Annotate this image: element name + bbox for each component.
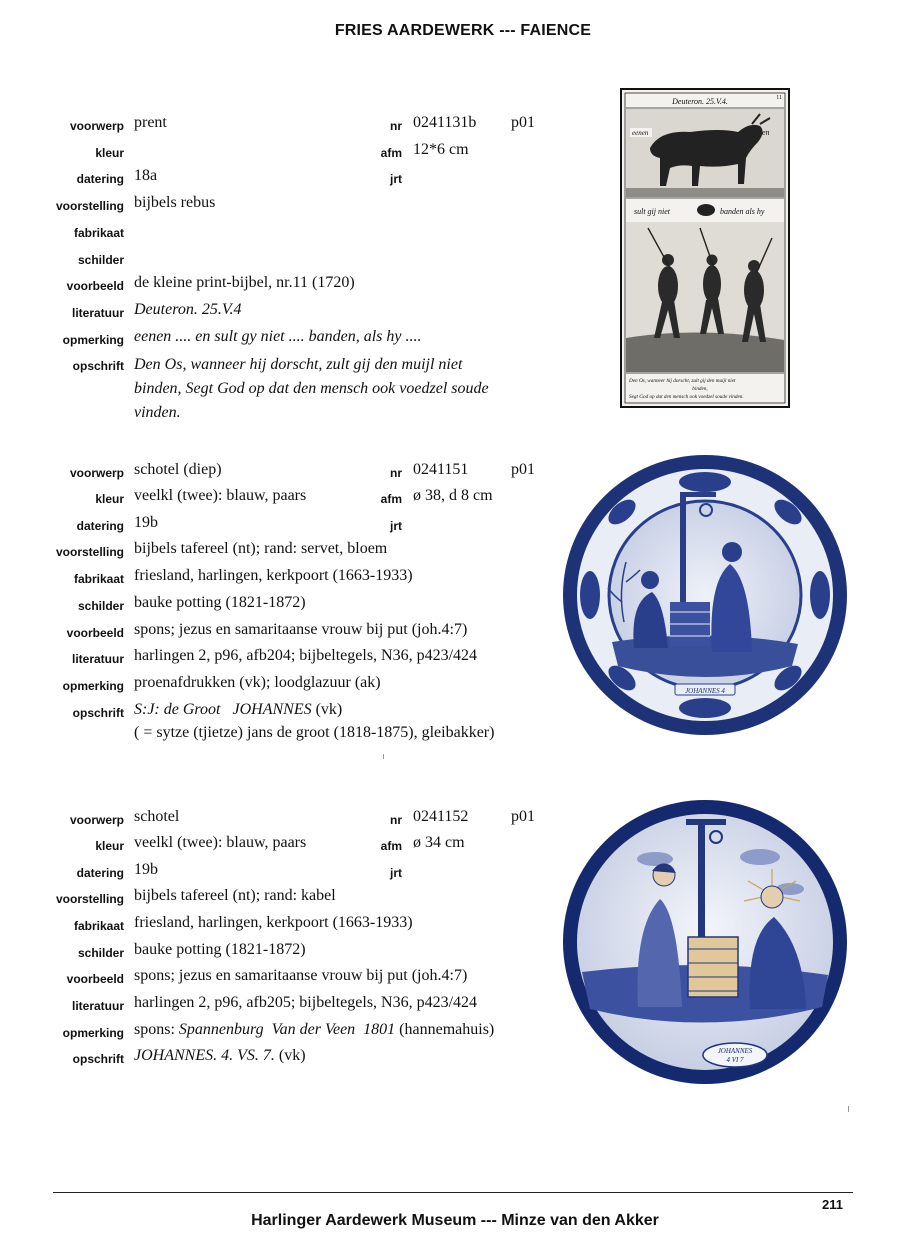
page-title: FRIES AARDEWERK --- FAIENCE [334, 22, 592, 39]
value-voorstelling: bijbels rebus [134, 194, 216, 211]
value-voorbeeld: spons; jezus en samaritaanse vrouw bij put (joh.4:7) [134, 967, 468, 984]
value-datering: 18a [134, 167, 158, 184]
value-opmerking [134, 1021, 494, 1039]
value-opmerking: proenafdrukken (vk); loodglazuur (ak) [134, 674, 381, 691]
opschrift-line: Den Os, wanneer hij dorscht, zult gij den muijl niet [134, 356, 463, 373]
rebus-print-image [620, 88, 790, 408]
field-row [0, 514, 560, 538]
value-literatuur: Deuteron. 25.V.4 [134, 301, 242, 318]
field-row [0, 328, 560, 352]
label-voorbeeld: voorbeeld [66, 279, 124, 293]
value-voorwerp: schotel [134, 808, 180, 825]
label-afm: afm [380, 839, 402, 853]
field-row [0, 808, 560, 832]
print-word-right: en [762, 128, 770, 137]
scan-mark [848, 1106, 849, 1112]
label-jrt: jrt [390, 519, 402, 533]
print-corner-number: 11 [776, 95, 782, 101]
field-row [0, 701, 560, 725]
field-row [0, 487, 560, 511]
label-kleur: kleur [95, 839, 124, 853]
opmerking-italic: Spannenburg Van der Veen 1801 [178, 1021, 396, 1038]
field-row [0, 621, 560, 645]
label-voorbeeld: voorbeeld [66, 972, 124, 986]
print-bottom-line-2: binden, [692, 386, 708, 392]
value-page: p01 [511, 808, 535, 825]
field-row [0, 861, 560, 885]
label-jrt: jrt [390, 866, 402, 880]
field-row [0, 167, 560, 191]
value-fabrikaat: friesland, harlingen, kerkpoort (1663-1933) [134, 567, 413, 584]
field-row [0, 114, 560, 138]
field-row [0, 594, 560, 618]
label-afm: afm [380, 146, 402, 160]
value-page: p01 [511, 461, 535, 478]
label-nr: nr [390, 119, 402, 133]
field-row [0, 461, 560, 485]
label-fabrikaat: fabrikaat [73, 572, 124, 586]
field-row [0, 674, 560, 698]
label-literatuur: literatuur [71, 306, 124, 320]
footer-divider [53, 1192, 853, 1193]
value-afm: ø 34 cm [413, 834, 465, 851]
field-row [0, 941, 560, 965]
value-schilder: bauke potting (1821-1872) [134, 594, 306, 611]
value-page: p01 [511, 114, 535, 131]
value-opschrift [134, 353, 554, 425]
print-word-left: eenen [632, 129, 649, 137]
label-opmerking: opmerking [62, 333, 124, 347]
print-bottom-line-1: Den Os, wanneer hij dorscht, zult gij den muijl niet [629, 378, 736, 384]
print-mid-left: sult gij niet [634, 207, 670, 216]
value-voorstelling: bijbels tafereel (nt); rand: servet, bloem [134, 540, 388, 557]
value-opschrift [134, 1047, 306, 1065]
field-row [0, 914, 560, 938]
value-nr: 0241152 [413, 808, 469, 825]
dish-label: JOHANNES 4 [685, 687, 725, 695]
label-schilder: schilder [77, 946, 124, 960]
label-fabrikaat: fabrikaat [73, 226, 124, 240]
print-caption: Deuteron. 25.V.4. [672, 97, 728, 106]
label-nr: nr [390, 813, 402, 827]
label-opmerking: opmerking [62, 1026, 124, 1040]
dish-label-line-1: JOHANNES [717, 1047, 753, 1055]
value-literatuur: harlingen 2, p96, afb204; bijbeltegels, N36, p423/424 [134, 647, 478, 664]
value-fabrikaat: friesland, harlingen, kerkpoort (1663-1933) [134, 914, 413, 931]
page-number: 211 [822, 1197, 843, 1212]
label-schilder: schilder [77, 599, 124, 613]
field-row [0, 540, 560, 564]
deep-dish-image [560, 452, 850, 738]
label-voorbeeld: voorbeeld [66, 626, 124, 640]
field-row [0, 221, 560, 245]
label-schilder: schilder [77, 253, 124, 267]
label-opschrift: opschrift [72, 706, 124, 720]
label-fabrikaat: fabrikaat [73, 919, 124, 933]
footer-credit: Harlinger Aardewerk Museum --- Minze van den Akker [251, 1212, 659, 1229]
label-literatuur: literatuur [71, 999, 124, 1013]
value-afm: 12*6 cm [413, 141, 469, 158]
value-voorwerp: schotel (diep) [134, 461, 222, 478]
field-row [0, 834, 560, 858]
opmerking-pre: spons: [134, 1021, 179, 1038]
value-datering: 19b [134, 861, 158, 878]
label-nr: nr [390, 466, 402, 480]
opschrift-tail: (vk) [274, 1047, 306, 1064]
value-kleur: veelkl (twee): blauw, paars [134, 487, 307, 504]
field-row [0, 887, 560, 911]
field-row [0, 301, 560, 325]
field-row [0, 567, 560, 591]
print-mid-right: banden als hy [720, 207, 765, 216]
field-row [0, 274, 560, 298]
print-bottom-line-3: Segt God op dat den mensch ook voedzel soude vinden. [629, 394, 744, 400]
label-voorstelling: voorstelling [55, 892, 124, 906]
value-opmerking: eenen .... en sult gy niet .... banden, als hy .... [134, 328, 422, 345]
opmerking-post: (hannemahuis) [395, 1021, 495, 1038]
opschrift-italic: JOHANNES. 4. VS. 7. [134, 1047, 275, 1064]
label-opmerking: opmerking [62, 679, 124, 693]
value-datering: 19b [134, 514, 158, 531]
dish-image [560, 797, 850, 1087]
field-row [0, 194, 560, 218]
label-literatuur: literatuur [71, 652, 124, 666]
opschrift-line: binden, Segt God op dat den mensch ook voedzel soude [134, 380, 489, 397]
label-voorstelling: voorstelling [55, 545, 124, 559]
value-voorbeeld: de kleine print-bijbel, nr.11 (1720) [134, 274, 355, 291]
field-row [0, 994, 560, 1018]
value-kleur: veelkl (twee): blauw, paars [134, 834, 307, 851]
field-row [0, 724, 560, 748]
label-opschrift: opschrift [72, 359, 124, 373]
value-opschrift-line2: ( = sytze (tjietze) jans de groot (1818-1875), gleibakker) [134, 724, 495, 741]
value-literatuur: harlingen 2, p96, afb205; bijbeltegels, N36, p423/424 [134, 994, 478, 1011]
field-row [0, 1047, 560, 1071]
field-row [0, 248, 560, 272]
opschrift-line: vinden. [134, 404, 181, 421]
scan-mark [383, 754, 384, 759]
label-kleur: kleur [95, 146, 124, 160]
label-kleur: kleur [95, 492, 124, 506]
value-opschrift [134, 701, 342, 719]
value-voorbeeld: spons; jezus en samaritaanse vrouw bij put (joh.4:7) [134, 621, 468, 638]
field-row [0, 141, 560, 165]
label-voorstelling: voorstelling [55, 199, 124, 213]
value-afm: ø 38, d 8 cm [413, 487, 493, 504]
label-voorwerp: voorwerp [69, 813, 124, 827]
opschrift-tail: (vk) [311, 701, 343, 718]
label-voorwerp: voorwerp [69, 119, 124, 133]
label-datering: datering [76, 866, 124, 880]
field-row [0, 647, 560, 671]
value-nr: 0241151 [413, 461, 469, 478]
label-opschrift: opschrift [72, 1052, 124, 1066]
label-datering: datering [76, 519, 124, 533]
value-schilder: bauke potting (1821-1872) [134, 941, 306, 958]
field-row [0, 967, 560, 991]
opschrift-italic: S:J: de Groot JOHANNES [134, 701, 312, 718]
label-voorwerp: voorwerp [69, 466, 124, 480]
label-afm: afm [380, 492, 402, 506]
value-voorstelling: bijbels tafereel (nt); rand: kabel [134, 887, 336, 904]
value-voorwerp: prent [134, 114, 167, 131]
field-row [0, 1021, 560, 1045]
value-nr: 0241131b [413, 114, 477, 131]
dish-label-line-2: 4 VI 7 [726, 1056, 744, 1064]
label-jrt: jrt [390, 172, 402, 186]
label-datering: datering [76, 172, 124, 186]
